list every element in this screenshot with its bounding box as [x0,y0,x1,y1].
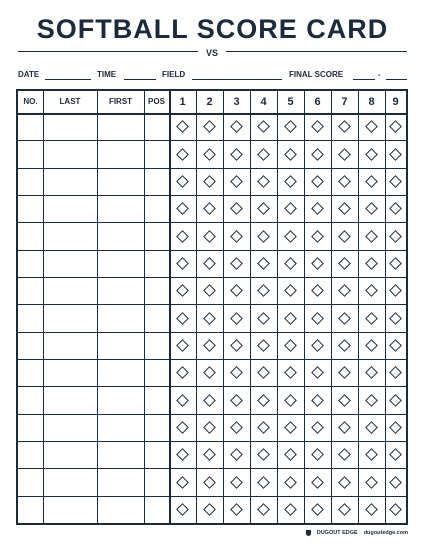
column-divider [331,91,332,523]
base-diamond-icon[interactable] [311,339,324,352]
base-diamond-icon[interactable] [365,421,378,434]
column-divider [250,91,251,523]
base-diamond-icon[interactable] [338,284,351,297]
date-label: DATE [18,70,40,79]
final-score-label: FINAL SCORE [289,70,344,79]
score-dash: - [378,70,381,79]
row-divider [18,496,406,497]
base-diamond-icon[interactable] [203,120,216,133]
column-divider [277,91,278,523]
base-diamond-icon[interactable] [338,476,351,489]
base-diamond-icon[interactable] [284,448,297,461]
base-diamond-icon[interactable] [230,284,243,297]
base-diamond-icon[interactable] [230,476,243,489]
base-diamond-icon[interactable] [257,120,270,133]
row-divider [18,414,406,415]
base-diamond-icon[interactable] [230,148,243,161]
col-header-no: NO. [23,97,38,106]
base-diamond-icon[interactable] [257,339,270,352]
base-diamond-icon[interactable] [389,503,402,516]
base-diamond-icon[interactable] [230,120,243,133]
base-diamond-icon[interactable] [230,312,243,325]
base-diamond-icon[interactable] [389,230,402,243]
base-diamond-icon[interactable] [389,284,402,297]
base-diamond-icon[interactable] [284,230,297,243]
base-diamond-icon[interactable] [176,366,189,379]
base-diamond-icon[interactable] [176,202,189,215]
row-divider [18,359,406,360]
col-header-pos: POS [148,97,165,106]
base-diamond-icon[interactable] [230,230,243,243]
base-diamond-icon[interactable] [365,120,378,133]
base-diamond-icon[interactable] [389,202,402,215]
time-line[interactable] [124,79,156,80]
base-diamond-icon[interactable] [311,230,324,243]
base-diamond-icon[interactable] [284,257,297,270]
base-diamond-icon[interactable] [311,312,324,325]
col-header-inning-8: 8 [368,96,375,108]
base-diamond-icon[interactable] [389,175,402,188]
base-diamond-icon[interactable] [230,202,243,215]
date-line[interactable] [45,79,91,80]
base-diamond-icon[interactable] [230,257,243,270]
base-diamond-icon[interactable] [203,284,216,297]
base-diamond-icon[interactable] [389,448,402,461]
base-diamond-icon[interactable] [230,339,243,352]
base-diamond-icon[interactable] [284,339,297,352]
score-grid [16,89,408,525]
col-header-inning-4: 4 [260,96,267,108]
base-diamond-icon[interactable] [365,339,378,352]
column-divider [358,91,359,523]
header-divider [18,113,406,115]
field-line[interactable] [192,79,282,80]
footer-site: dugoutedge.com [363,530,408,536]
column-divider [169,91,171,523]
col-header-inning-1: 1 [179,96,186,108]
base-diamond-icon[interactable] [338,312,351,325]
base-diamond-icon[interactable] [284,312,297,325]
base-diamond-icon[interactable] [176,257,189,270]
col-header-inning-9: 9 [392,96,399,108]
col-header-inning-7: 7 [341,96,348,108]
base-diamond-icon[interactable] [230,421,243,434]
row-divider [18,222,406,223]
base-diamond-icon[interactable] [338,148,351,161]
base-diamond-icon[interactable] [176,339,189,352]
base-diamond-icon[interactable] [365,175,378,188]
base-diamond-icon[interactable] [176,175,189,188]
column-divider [196,91,197,523]
base-diamond-icon[interactable] [389,148,402,161]
row-divider [18,441,406,442]
base-diamond-icon[interactable] [311,257,324,270]
base-diamond-icon[interactable] [257,312,270,325]
base-diamond-icon[interactable] [176,448,189,461]
row-divider [18,304,406,305]
base-diamond-icon[interactable] [176,230,189,243]
base-diamond-icon[interactable] [365,284,378,297]
page-title: SOFTBALL SCORE CARD [36,14,389,44]
base-diamond-icon[interactable] [257,476,270,489]
base-diamond-icon[interactable] [284,366,297,379]
base-diamond-icon[interactable] [203,503,216,516]
row-divider [18,250,406,251]
footer-brand: DUGOUT EDGE [316,530,358,536]
column-divider [304,91,305,523]
base-diamond-icon[interactable] [176,312,189,325]
column-divider [223,91,224,523]
base-diamond-icon[interactable] [284,394,297,407]
base-diamond-icon[interactable] [389,312,402,325]
row-divider [18,195,406,196]
base-diamond-icon[interactable] [284,421,297,434]
row-divider [18,332,406,333]
col-header-inning-5: 5 [287,96,294,108]
row-divider [18,277,406,278]
base-diamond-icon[interactable] [203,476,216,489]
base-diamond-icon[interactable] [338,503,351,516]
base-diamond-icon[interactable] [176,120,189,133]
base-diamond-icon[interactable] [176,503,189,516]
home-team-line[interactable] [18,51,198,52]
base-diamond-icon[interactable] [338,448,351,461]
base-diamond-icon[interactable] [338,175,351,188]
base-diamond-icon[interactable] [257,257,270,270]
base-diamond-icon[interactable] [203,230,216,243]
footer [306,530,408,536]
base-diamond-icon[interactable] [365,202,378,215]
base-diamond-icon[interactable] [311,448,324,461]
base-diamond-icon[interactable] [176,284,189,297]
base-diamond-icon[interactable] [389,421,402,434]
base-diamond-icon[interactable] [203,448,216,461]
base-diamond-icon[interactable] [311,175,324,188]
base-diamond-icon[interactable] [365,257,378,270]
base-diamond-icon[interactable] [311,366,324,379]
base-diamond-icon[interactable] [284,503,297,516]
base-diamond-icon[interactable] [257,202,270,215]
base-diamond-icon[interactable] [203,339,216,352]
base-diamond-icon[interactable] [203,257,216,270]
column-divider [144,91,145,523]
base-diamond-icon[interactable] [257,394,270,407]
base-diamond-icon[interactable] [338,394,351,407]
base-diamond-icon[interactable] [311,284,324,297]
base-diamond-icon[interactable] [176,394,189,407]
base-diamond-icon[interactable] [230,175,243,188]
base-diamond-icon[interactable] [284,476,297,489]
base-diamond-icon[interactable] [257,230,270,243]
base-diamond-icon[interactable] [389,366,402,379]
row-divider [18,386,406,387]
base-diamond-icon[interactable] [257,148,270,161]
base-diamond-icon[interactable] [338,202,351,215]
base-diamond-icon[interactable] [203,421,216,434]
row-divider [18,168,406,169]
base-diamond-icon[interactable] [284,175,297,188]
field-label: FIELD [162,70,186,79]
base-diamond-icon[interactable] [257,421,270,434]
col-header-inning-3: 3 [233,96,240,108]
base-diamond-icon[interactable] [203,312,216,325]
base-diamond-icon[interactable] [203,202,216,215]
base-diamond-icon[interactable] [257,503,270,516]
base-diamond-icon[interactable] [176,476,189,489]
col-header-first: FIRST [108,97,133,106]
base-diamond-icon[interactable] [389,476,402,489]
base-diamond-icon[interactable] [338,366,351,379]
row-divider [18,140,406,141]
base-diamond-icon[interactable] [176,148,189,161]
base-diamond-icon[interactable] [389,120,402,133]
base-diamond-icon[interactable] [284,202,297,215]
shield-logo-icon [306,530,311,536]
base-diamond-icon[interactable] [311,394,324,407]
base-diamond-icon[interactable] [311,120,324,133]
base-diamond-icon[interactable] [230,366,243,379]
away-score-line[interactable] [386,79,407,80]
base-diamond-icon[interactable] [176,421,189,434]
col-header-last: LAST [59,97,81,106]
base-diamond-icon[interactable] [230,448,243,461]
base-diamond-icon[interactable] [257,175,270,188]
base-diamond-icon[interactable] [311,476,324,489]
base-diamond-icon[interactable] [284,284,297,297]
base-diamond-icon[interactable] [203,366,216,379]
base-diamond-icon[interactable] [257,284,270,297]
column-divider [385,91,386,523]
base-diamond-icon[interactable] [311,202,324,215]
base-diamond-icon[interactable] [203,148,216,161]
base-diamond-icon[interactable] [365,148,378,161]
base-diamond-icon[interactable] [338,257,351,270]
time-label: TIME [97,70,117,79]
base-diamond-icon[interactable] [203,175,216,188]
base-diamond-icon[interactable] [338,421,351,434]
base-diamond-icon[interactable] [365,503,378,516]
base-diamond-icon[interactable] [338,230,351,243]
col-header-inning-2: 2 [206,96,213,108]
column-divider [43,91,44,523]
base-diamond-icon[interactable] [311,148,324,161]
base-diamond-icon[interactable] [230,394,243,407]
base-diamond-icon[interactable] [257,366,270,379]
base-diamond-icon[interactable] [338,339,351,352]
base-diamond-icon[interactable] [389,339,402,352]
base-diamond-icon[interactable] [365,448,378,461]
base-diamond-icon[interactable] [389,394,402,407]
col-header-inning-6: 6 [314,96,321,108]
base-diamond-icon[interactable] [365,312,378,325]
base-diamond-icon[interactable] [338,120,351,133]
base-diamond-icon[interactable] [284,120,297,133]
base-diamond-icon[interactable] [365,476,378,489]
base-diamond-icon[interactable] [284,148,297,161]
home-score-line[interactable] [353,79,375,80]
base-diamond-icon[interactable] [257,448,270,461]
base-diamond-icon[interactable] [230,503,243,516]
base-diamond-icon[interactable] [311,503,324,516]
base-diamond-icon[interactable] [203,394,216,407]
base-diamond-icon[interactable] [365,394,378,407]
base-diamond-icon[interactable] [311,421,324,434]
base-diamond-icon[interactable] [389,257,402,270]
away-team-line[interactable] [226,51,407,52]
base-diamond-icon[interactable] [365,366,378,379]
vs-label: VS [205,48,218,58]
base-diamond-icon[interactable] [365,230,378,243]
column-divider [97,91,98,523]
row-divider [18,468,406,469]
